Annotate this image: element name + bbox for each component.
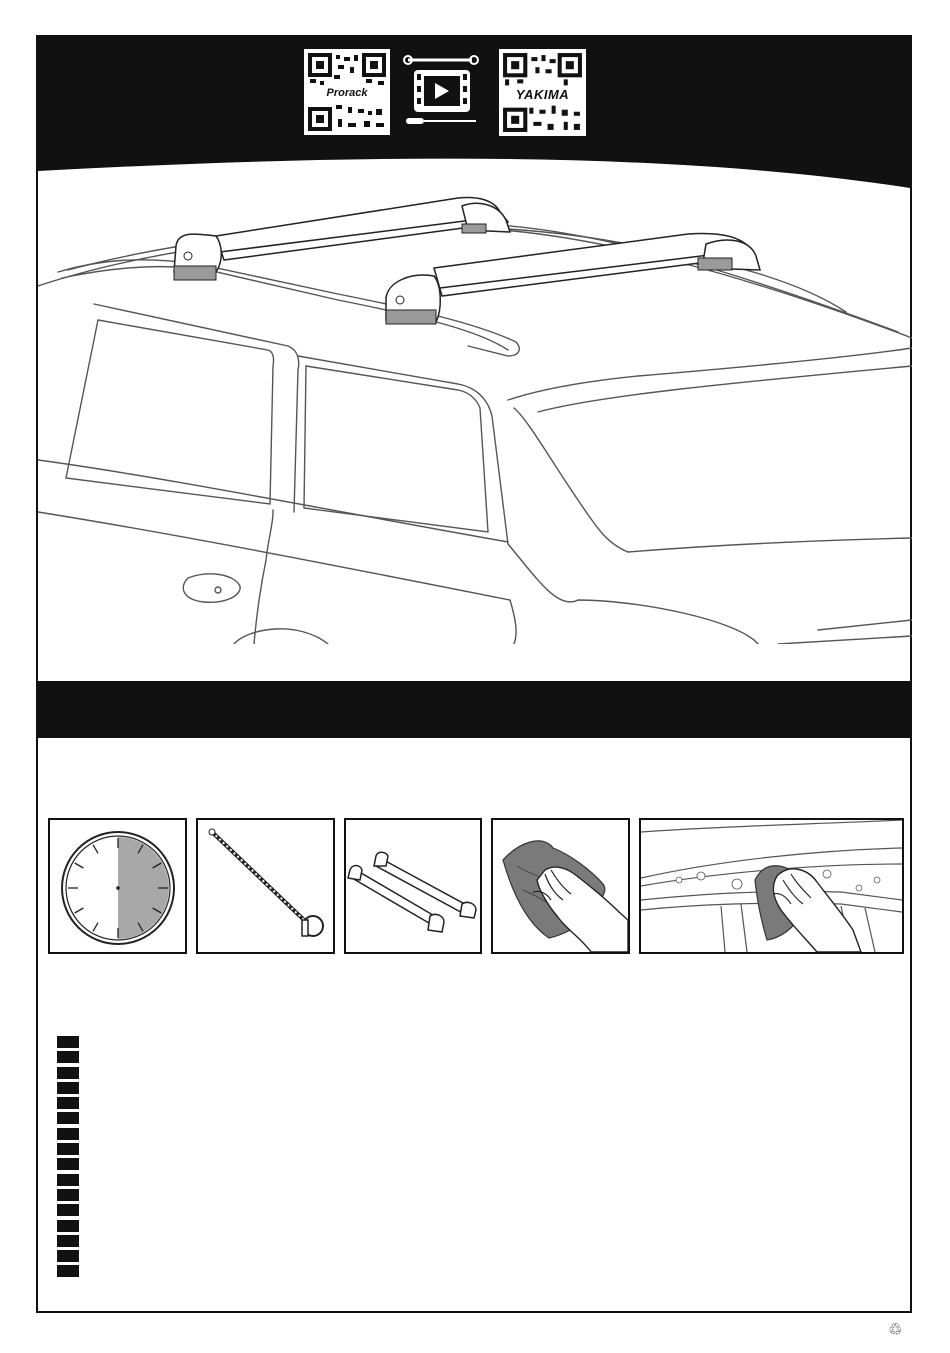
video-play-icon	[402, 52, 482, 132]
language-box	[57, 1036, 79, 1048]
language-box	[57, 1143, 79, 1155]
language-box	[57, 1158, 79, 1170]
panel-time	[48, 818, 187, 954]
language-box	[57, 1067, 79, 1079]
clock-icon	[50, 820, 185, 952]
language-list	[57, 1036, 79, 1281]
rear-right-foot	[698, 240, 760, 270]
wrench-icon	[404, 56, 478, 64]
qr-code-yakima[interactable]	[499, 49, 586, 136]
screwdriver-icon	[406, 118, 476, 124]
front-right-foot	[462, 203, 510, 233]
cleaning-cloth-icon	[493, 820, 628, 952]
language-box	[57, 1174, 79, 1186]
roof-bars-icon	[346, 820, 480, 952]
title-bar	[38, 681, 910, 738]
rear-left-foot	[386, 275, 440, 324]
language-box	[57, 1082, 79, 1094]
language-box	[57, 1204, 79, 1216]
language-box	[57, 1220, 79, 1232]
language-box	[57, 1112, 79, 1124]
language-box	[57, 1128, 79, 1140]
language-box	[57, 1265, 79, 1277]
language-box	[57, 1250, 79, 1262]
qr-logo-yakima: YAKIMA	[515, 87, 570, 102]
wipe-roof-icon	[641, 820, 902, 952]
panel-roof-bars	[344, 818, 482, 954]
cable-tie-icon	[198, 820, 333, 952]
language-box	[57, 1097, 79, 1109]
qr-logo-prorack: Prorack	[326, 87, 368, 99]
language-box	[57, 1051, 79, 1063]
language-box	[57, 1235, 79, 1247]
panel-wipe-roof	[639, 818, 904, 954]
recycle-icon: ♲	[888, 1320, 903, 1339]
front-left-foot	[174, 234, 221, 280]
qr-code-prorack[interactable]	[304, 49, 390, 135]
car-roof-bars-illustration	[38, 160, 912, 644]
panel-cable-tie	[196, 818, 335, 954]
language-box	[57, 1189, 79, 1201]
panel-cleaning-cloth	[491, 818, 630, 954]
